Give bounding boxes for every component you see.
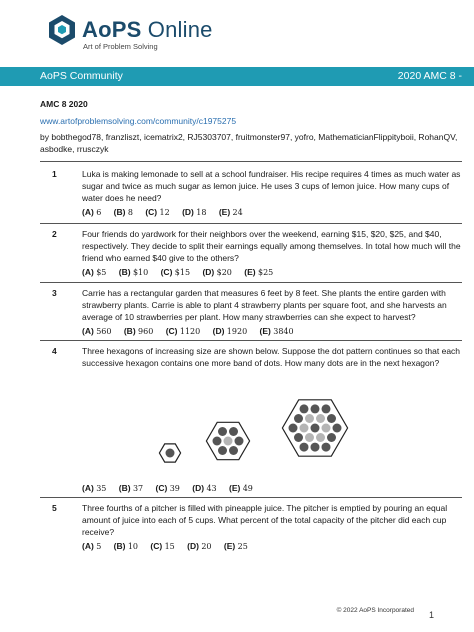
hexagon-medium-dot xyxy=(224,437,233,446)
hexagon-large-dot xyxy=(294,414,303,423)
hexagon-large-dot xyxy=(305,414,314,423)
choice-b: (B) 10 xyxy=(113,541,139,551)
hexagon-medium-dot xyxy=(235,437,244,446)
logo-subtitle: Art of Problem Solving xyxy=(83,42,158,51)
hexagon-medium-dot xyxy=(218,446,227,455)
choice-a: (A) 5 xyxy=(82,541,102,551)
choice-c: (C) 39 xyxy=(155,483,180,493)
hexagon-large-dot xyxy=(300,424,309,433)
source-link[interactable]: www.artofproblemsolving.com/community/c1975275 xyxy=(40,116,237,126)
choice-a: (A) 6 xyxy=(82,207,102,217)
hexagon-large-dot xyxy=(327,433,336,442)
choice-a: (A) 35 xyxy=(82,483,107,493)
choice-a: (A) $5 xyxy=(82,267,107,277)
choice-b: (B) 37 xyxy=(118,483,144,493)
contest-label: 2020 AMC 8 - xyxy=(397,70,462,82)
hexagon-large-dot xyxy=(333,424,342,433)
hexagon-large-dot xyxy=(322,404,331,413)
hexagon-large-dot xyxy=(322,443,331,452)
choice-e: (E) 25 xyxy=(223,541,248,551)
choice-e: (E) 49 xyxy=(229,483,253,493)
hexagon-large-dot xyxy=(289,424,298,433)
problem-text: Four friends do yardwork for their neighbors over the weekend, earning $15, $20, $25, and $40, respectively. They decide to split their earnings equally among themselves. In total how much will the friend who earned $40 give to the others? xyxy=(82,229,461,263)
copyright: © 2022 AoPS Incorporated xyxy=(336,607,414,614)
choice-d: (D) 20 xyxy=(187,541,212,551)
hexagon-large-dot xyxy=(294,433,303,442)
problem-number: 4 xyxy=(52,346,57,356)
problem-text: Luka is making lemonade to sell at a school fundraiser. His recipe requires 4 times as much water as sugar and twice as much sugar as lemon juice. He uses 3 cups of lemon juice. How many cups of water does he need? xyxy=(82,169,461,203)
choice-c: (C) 15 xyxy=(150,541,175,551)
hexagon-large-dot xyxy=(311,443,320,452)
page-number: 1 xyxy=(428,610,434,620)
choice-b: (B) $10 xyxy=(118,267,149,277)
hexagon-large-dot xyxy=(311,404,320,413)
hexagon-medium-dot xyxy=(229,446,238,455)
choice-e: (E) $25 xyxy=(244,267,274,277)
choice-d: (D) 43 xyxy=(192,483,217,493)
hexagon-medium-dot xyxy=(218,427,227,436)
problem-number: 1 xyxy=(52,169,57,179)
choice-c: (C) 12 xyxy=(145,207,170,217)
hexagon-large-dot xyxy=(305,433,314,442)
choice-a: (A) 560 xyxy=(82,326,112,336)
hexagon-small-dot xyxy=(166,449,175,458)
choice-b: (B) 8 xyxy=(113,207,133,217)
choice-d: (D) $20 xyxy=(202,267,232,277)
answer-choices xyxy=(82,540,464,553)
choice-c: (C) $15 xyxy=(160,267,191,277)
problem-text: Three hexagons of increasing size are shown below. Suppose the dot pattern continues so that each successive hexagon contains one more band of dots. How many dots are in the next hexagon? xyxy=(82,346,461,368)
hexagon-large-dot xyxy=(300,404,309,413)
choice-e: (E) 3840 xyxy=(259,326,294,336)
hexagon-large-dot xyxy=(311,424,320,433)
hexagon-medium-dot xyxy=(229,427,238,436)
hexagon-large-dot xyxy=(300,443,309,452)
document-title: AMC 8 2020 xyxy=(40,99,88,109)
choice-b: (B) 960 xyxy=(123,326,154,336)
problem-number: 2 xyxy=(52,229,57,239)
hexagon-large-dot xyxy=(322,424,331,433)
community-label: AoPS Community xyxy=(40,70,123,82)
choice-d: (D) 1920 xyxy=(212,326,248,336)
choice-d: (D) 18 xyxy=(182,207,207,217)
hexagon-large-dot xyxy=(316,433,325,442)
hexagon-medium-dot xyxy=(213,437,222,446)
choice-c: (C) 1120 xyxy=(165,326,201,336)
problem-number: 5 xyxy=(52,503,57,513)
hexagon-large-dot xyxy=(327,414,336,423)
problem-number: 3 xyxy=(52,288,57,298)
hexagon-large-dot xyxy=(316,414,325,423)
authors: by bobthegod78, franzliszt, icematrix2, RJ5303707, fruitmonster97, yofro, MathematicianFlippityboii, RohanQV, asbodke, rrusczyk xyxy=(40,132,458,154)
divider xyxy=(40,497,462,498)
logo-title: AoPS Online xyxy=(82,17,213,42)
problem-text: Carrie has a rectangular garden that measures 6 feet by 8 feet. She plants the entire garden with strawberry plants. Carrie is able to plant 4 strawberry plants per square foot, and she harvests an average of 10 strawberries per plant. How many strawberries can she expect to harvest? xyxy=(82,288,447,322)
choice-e: (E) 24 xyxy=(218,207,243,217)
problem-text: Three fourths of a pitcher is filled with pineapple juice. The pitcher is emptied by pouring an equal amount of juice into each of 5 cups. What percent of the total capacity of the pitcher did each cup receive? xyxy=(82,503,448,537)
